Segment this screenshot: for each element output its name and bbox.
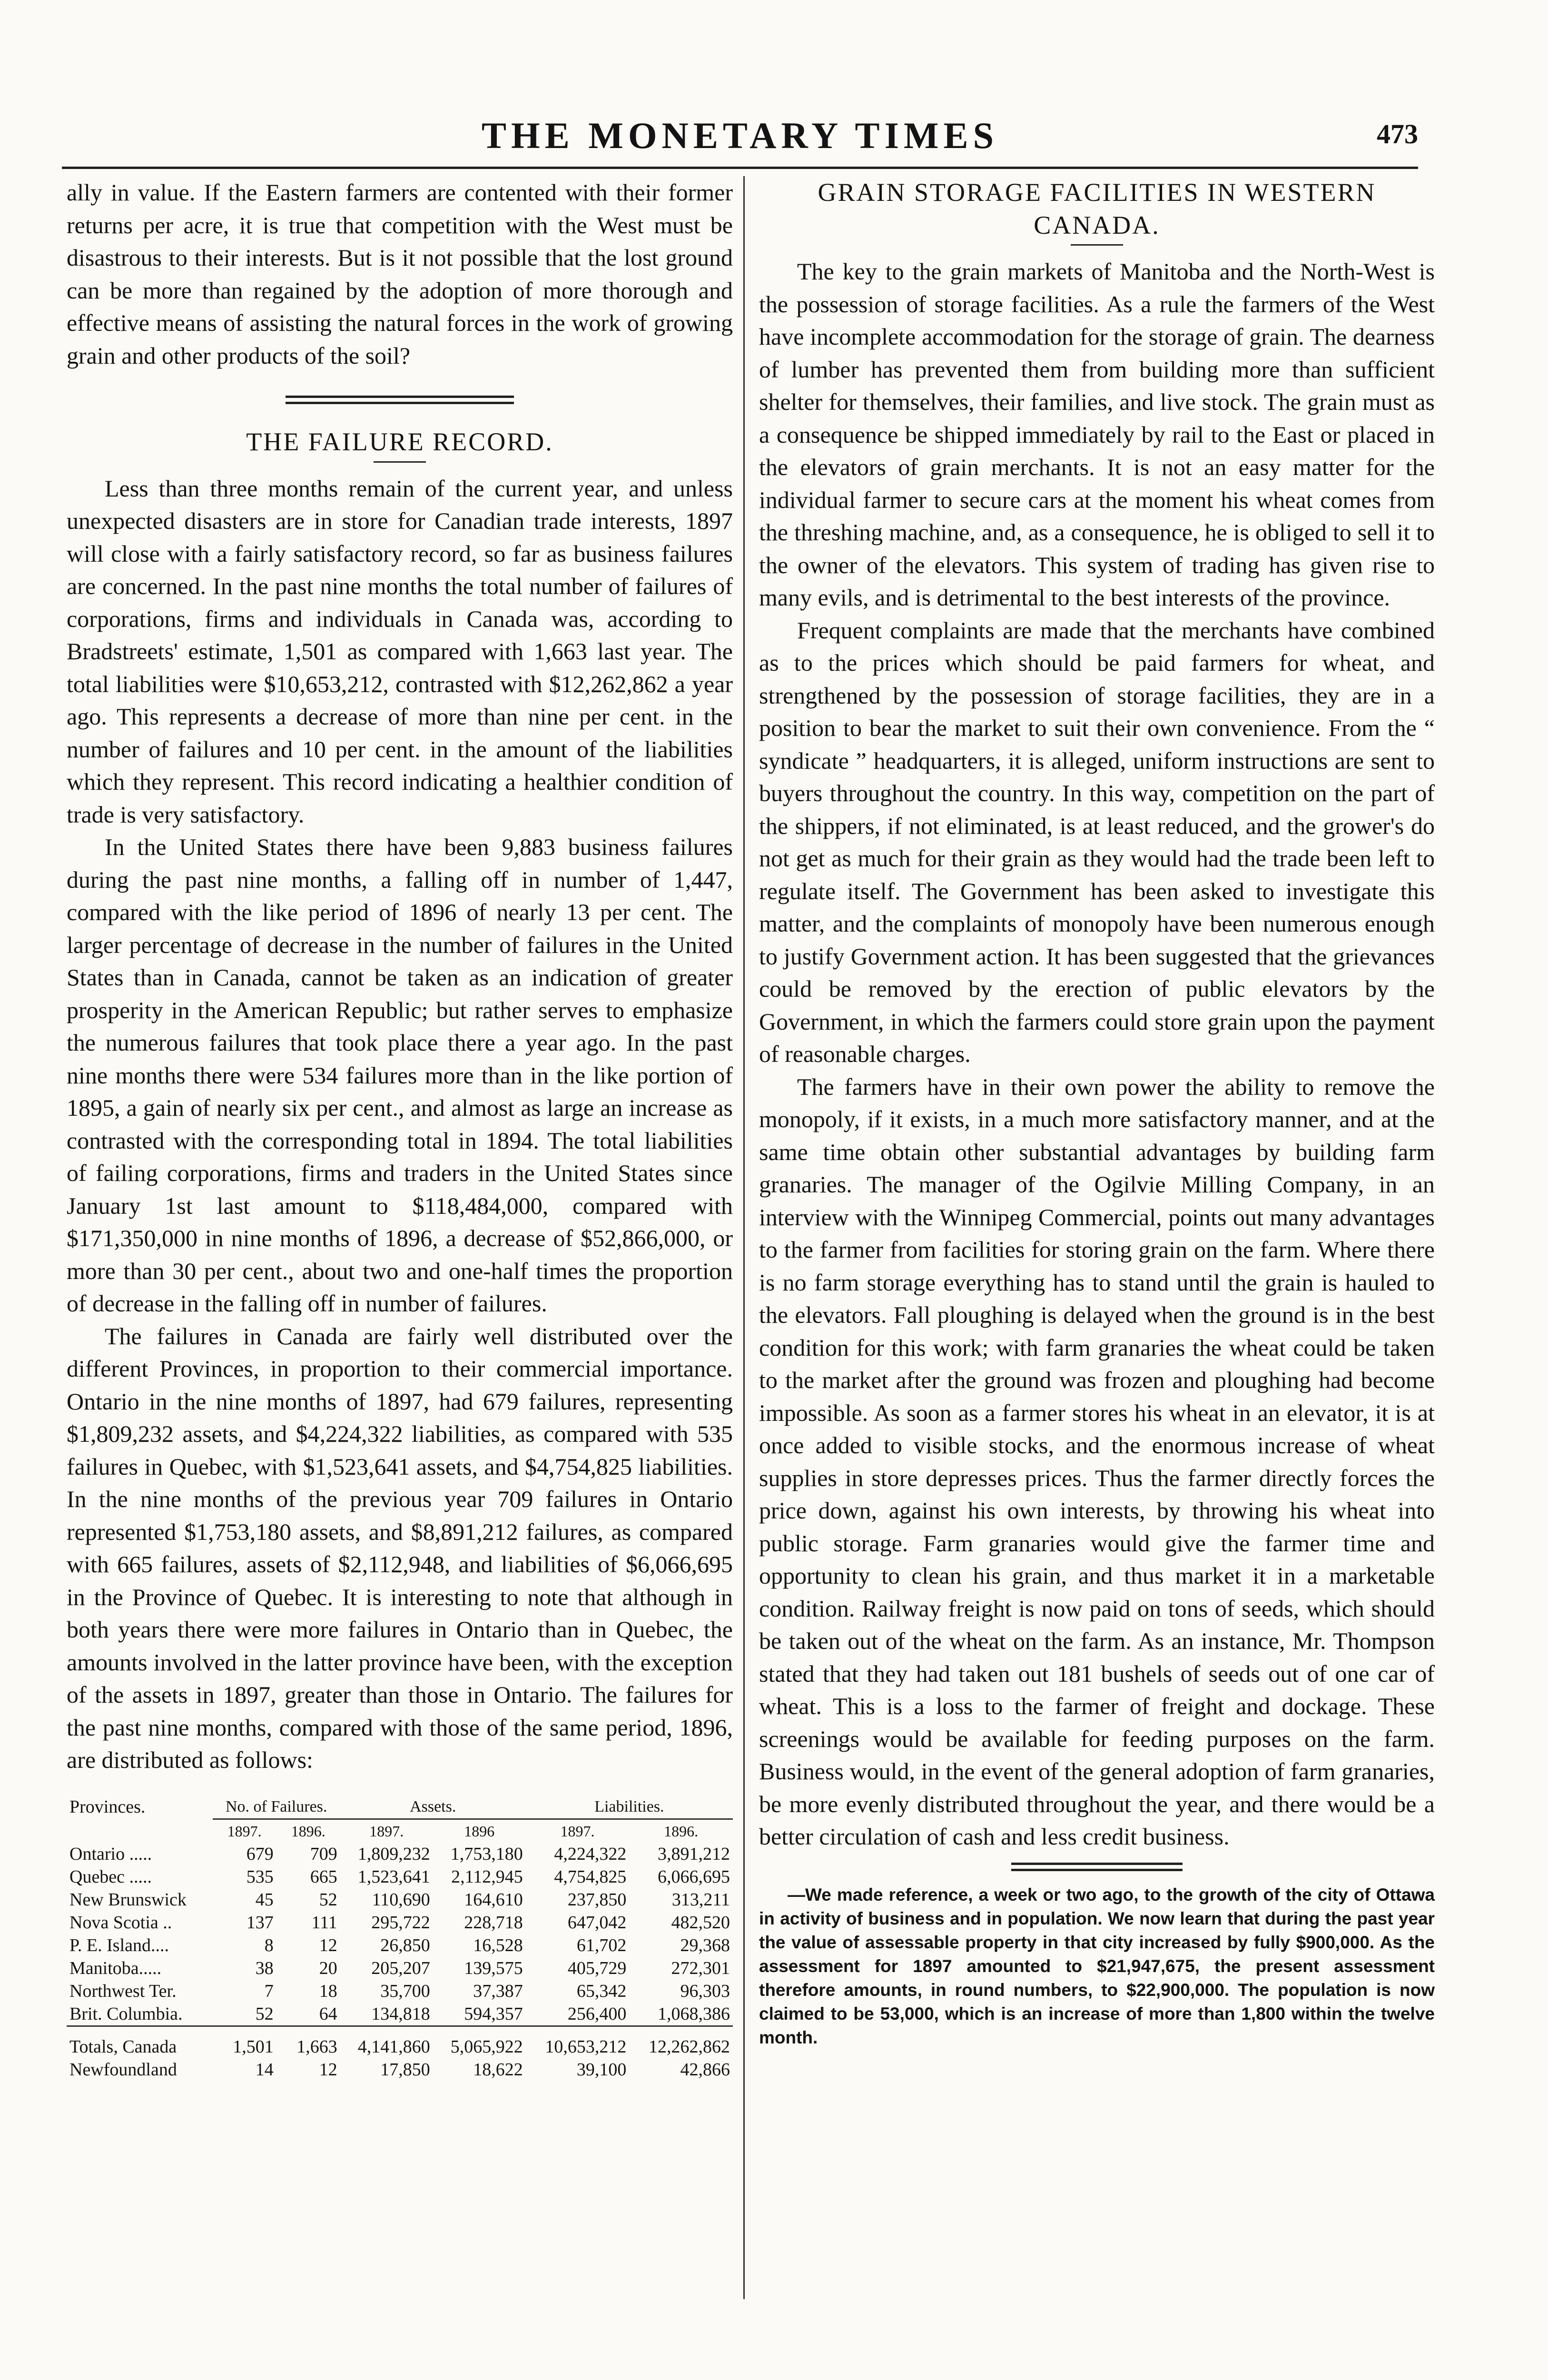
col-assets: Assets.	[410, 1797, 456, 1815]
year-header: 1897.	[213, 1819, 276, 1843]
grain-paragraph-3: The farmers have in their own power the ability to remove the monopoly, if it exists, in a much more satisfactory manner, and at the same time obtain other substantial advantages by building farm granaries. The manager of the Ogilvie Milling Company, in an interview with the Winnipeg Commercial, points out many advantages to the farmer from facilities for storing grain on the farm. Where there is no farm storage everything has to stand until the grain is hauled to the elevators. Fall ploughing is delayed when the ground is in the best condition for this work; with farm granaries the wheat could be taken to the market after the ground was frozen and ploughing had become impossible. As soon as a farmer stores his wheat in an elevator, it is at once added to visible stocks, and the enormous increase of wheat supplies in store depresses prices. Thus the farmer directly forces the price down, against his own interests, by throwing his wheat into public storage. Farm granaries would give the farmer time and opportunity to clean his grain, and thus market it in a marketable condition. Railway freight is now paid on tons of seeds, which should be taken out of the wheat on the farm. As an instance, Mr. Thompson stated that they had taken out 181 bushels of seeds out of one car of wheat. This is a loss to the farmer of freight and dockage. These screenings would be available for feeding purposes on the farm. Business would, in the event of the general adoption of farm granaries, be more evenly distributed throughout the year, and there would be a better circulation of cash and less credit business.	[759, 1073, 1435, 1850]
ottawa-note-text: —We made reference, a week or two ago, to the growth of the city of Ottawa in activity of business and in population. We now learn that during the past year the value of assessable property in that city increased by fully $900,000. As the assessment for 1897 amounted to $21,947,675, the present assessment therefore amounts, in round numbers, to $22,900,000. The population is now claimed to be 53,000, which is an increase of more than 1,800 within the twelve month.	[759, 1884, 1435, 2047]
left-column	[67, 176, 733, 2081]
table-row: New Brunswick 45 52 110,690 164,610 237,850 313,211	[69, 1889, 730, 1910]
year-header: 1897.	[526, 1819, 630, 1843]
col-liabilities: Liabilities.	[594, 1797, 664, 1815]
failure-paragraph-1: Less than three months remain of the current year, and unless unexpected disasters are in store for Canadian trade interests, 1897 will close with a fairly satisfactory record, so far as business failures are concerned. In the past nine months the total number of failures of corporations, firms and individuals in Canada was, according to Bradstreets' estimate, 1,501 as compared with 1,663 last year. The total liabilities were $10,653,212, contrasted with $12,262,862 a year ago. This represents a decrease of more than nine per cent. in the number of failures and 10 per cent. in the amount of the liabilities which they represent. This record indicating a healthier condition of trade is very satisfactory.	[67, 475, 733, 828]
table-row: Nova Scotia .. 137 111 295,722 228,718 647,042 482,520	[69, 1912, 730, 1933]
section-divider	[1011, 1863, 1183, 1871]
year-header: 1896.	[629, 1819, 733, 1843]
year-header: 1897.	[340, 1819, 433, 1843]
ottawa-note	[759, 1883, 1435, 2050]
heading-rule	[1071, 244, 1123, 246]
totals-row: Totals, Canada 1,501 1,663 4,141,860 5,065,922 10,653,212 12,262,862	[67, 2026, 733, 2058]
heading-rule	[374, 461, 426, 463]
year-header: 1896.	[276, 1819, 340, 1843]
column-divider	[743, 176, 745, 2299]
table-row: Quebec ..... 535 665 1,523,641 2,112,945 4,754,825 6,066,695	[69, 1866, 730, 1887]
table-row: Ontario ..... 679 709 1,809,232 1,753,180 4,224,322 3,891,212	[69, 1844, 730, 1864]
failure-paragraph-2: In the United States there have been 9,883 business failures during the past nine months, a falling off in number of 1,447, compared with the like period of 1896 of nearly 13 per cent. The larger percentage of decrease in the number of failures in the United States than in Canada, cannot be taken as an indication of greater prosperity in the American Republic; but rather serves to emphasize the numerous failures that took place there a year ago. In the past nine months there were 534 failures more than in the like portion of 1895, a gain of nearly six per cent., and almost as large an increase as contrasted with the corresponding total in 1894. The total liabilities of failing corporations, firms and traders in the United States since January 1st last amount to $118,484,000, compared with $171,350,000 in nine months of 1896, a decrease of $52,866,000, or more than 30 per cent., about two and one-half times the proportion of decrease in the falling off in number of failures.	[67, 833, 733, 1317]
failure-record-heading: THE FAILURE RECORD.	[246, 427, 553, 456]
masthead-title: THE MONETARY TIMES	[482, 115, 998, 156]
year-header: 1896	[433, 1819, 526, 1843]
intro-paragraph: ally in value. If the Eastern farmers are contented with their former returns per acre, it is true that competition with the West must be disastrous to their interests. But is it not possible that the lost ground can be more than regained by the adoption of more thorough and effective means of assisting the natural forces in the work of growing grain and other products of the soil?	[67, 179, 733, 369]
failures-table	[67, 1795, 733, 2081]
newfoundland-row: Newfoundland 14 12 17,850 18,622 39,100 42,866	[69, 2059, 730, 2080]
table-row: Manitoba..... 38 20 205,207 139,575 405,729 272,301	[69, 1958, 730, 1978]
table-row: Northwest Ter. 7 18 35,700 37,387 65,342 96,303	[69, 1981, 730, 2001]
failure-paragraph-3: The failures in Canada are fairly well distributed over the different Provinces, in proportion to their commercial importance. Ontario in the nine months of 1897, had 679 failures, representing $1,809,232 assets, and $4,224,322 liabilities, as compared with 535 failures in Quebec, with $1,523,641 assets, and $4,754,825 liabilities. In the nine months of the previous year 709 failures in Ontario represented $1,753,180 assets, and $8,891,212 failures, as compared with 665 failures, assets of $2,112,948, and liabilities of $6,066,695 in the Province of Quebec. It is interesting to note that although in both years there were more failures in Ontario than in Quebec, the amounts involved in the latter province have been, with the exception of the assets in 1897, greater than those in Ontario. The failures for the past nine months, compared with those of the same period, 1896, are distributed as follows:	[67, 1322, 733, 1773]
grain-storage-heading: GRAIN STORAGE FACILITIES IN WESTERN CANADA.	[818, 178, 1376, 239]
page-number: 473	[1377, 119, 1418, 149]
right-column	[759, 176, 1435, 2050]
table-row: Brit. Columbia. 52 64 134,818 594,357 256,400 1,068,386	[69, 2003, 730, 2024]
col-provinces: Provinces.	[69, 1797, 146, 1817]
grain-paragraph-1: The key to the grain markets of Manitoba and the North-West is the possession of storage facilities. As a rule the farmers of the West have incomplete accommodation for the storage of grain. The dearness of lumber has prevented them from building more than sufficient shelter for themselves, their families, and live stock. The grain must as a consequence be shipped immediately by rail to the East or placed in the elevators of grain merchants. It is not an easy matter for the individual farmer to secure cars at the moment his wheat comes from the threshing machine, and, as a consequence, he is obliged to sell it to the owner of the elevators. This system of trading has given rise to many evils, and is detrimental to the best interests of the province.	[759, 258, 1435, 611]
section-divider	[286, 396, 514, 404]
col-failures: No. of Failures.	[225, 1797, 327, 1815]
page-header	[62, 109, 1418, 169]
table-row: P. E. Island.... 8 12 26,850 16,528 61,702 29,368	[69, 1935, 730, 1955]
grain-paragraph-2: Frequent complaints are made that the merchants have combined as to the prices which should be paid farmers for wheat, and strengthened by the possession of storage facilities, they are in a position to bear the market to suit their own convenience. From the “ syndicate ” headquarters, it is alleged, uniform instructions are sent to buyers throughout the country. In this way, competition on the part of the shippers, if not eliminated, is at least reduced, and the grower's do not get as much for their grain as they would had the trade been left to regulate itself. The Government has been asked to investigate this matter, and the complaints of monopoly have been numerous enough to justify Government action. It has been suggested that the grievances could be removed by the erection of public elevators by the Government, in which the farmers could store grain upon the payment of reasonable charges.	[759, 616, 1435, 1067]
